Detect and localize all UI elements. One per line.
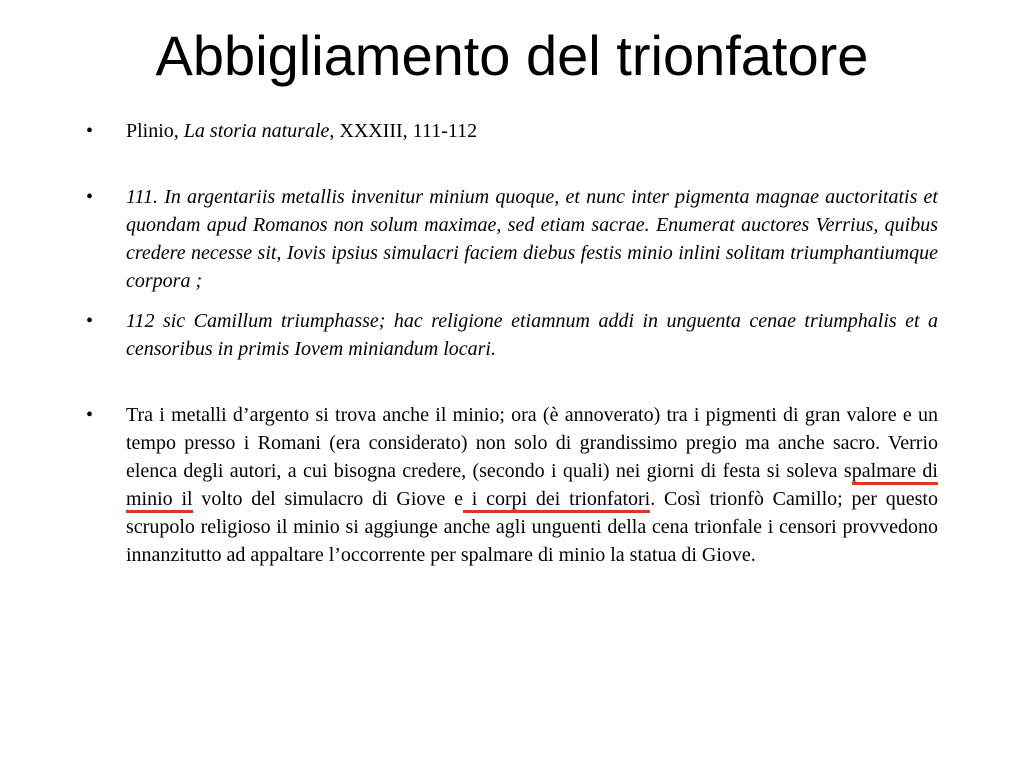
slide-body — [86, 117, 938, 569]
bullet-latin-112 — [86, 307, 938, 363]
source-work-title: La storia naturale — [183, 120, 330, 142]
latin-passage-112: 112 sic Camillum triumphasse; hac religione etiamnum addi in unguenta cenae triumphalis et a censoribus in primis Iovem miniandum locari. — [126, 310, 938, 360]
highlight-spalmare-di-minio: palmare di minio il — [126, 460, 938, 513]
highlight-corpi-dei-trionfatori: i corpi dei trionfatori — [463, 488, 650, 513]
source-reference: , XXXIII, 111-112 — [329, 120, 478, 142]
bullet-dot: • — [86, 186, 94, 208]
latin-passage-111: 111. In argentariis metallis invenitur minium quoque, et nunc inter pigmenta magnae auctoritatis et quondam apud Romanos non solum maximae, sed etiam sacrae. Enumerat auctores Verrius, quibus credere necesse sit, Iovis ipsius simulacri faciem diebus festis minio inlini solitam triumphantiumque corpora ; — [126, 186, 938, 292]
translation-text-part1: Tra i metalli d’argento si trova anche il minio; ora (è annoverato) tra i pigmenti di gran valore e un tempo presso i Romani (era considerato) non solo di grandissimo pregio ma anche sacro. Verrio elenca degli autori, a cui bisogna credere, (secondo i quali) nei giorni di festa si soleva s — [126, 404, 938, 482]
bullet-dot: • — [86, 404, 94, 426]
slide-title: Abbigliamento del trionfatore — [155, 24, 869, 87]
source-author: Plinio, — [126, 120, 184, 142]
bullet-dot: • — [86, 120, 94, 142]
translation-text-part2: volto del simulacro di Giove e — [192, 488, 463, 510]
translation-text-part3: . Così trionfò Camillo; per questo scrupolo religioso il minio si aggiunge anche agli unguenti della cena trionfale i censori provvedono innanzitutto ad appaltare l’occorrente per spalmare di minio la statua di Giove. — [126, 488, 938, 566]
bullet-latin-111 — [86, 183, 938, 295]
bullet-source — [86, 117, 938, 145]
bullet-translation — [86, 401, 938, 569]
bullet-dot: • — [86, 310, 94, 332]
